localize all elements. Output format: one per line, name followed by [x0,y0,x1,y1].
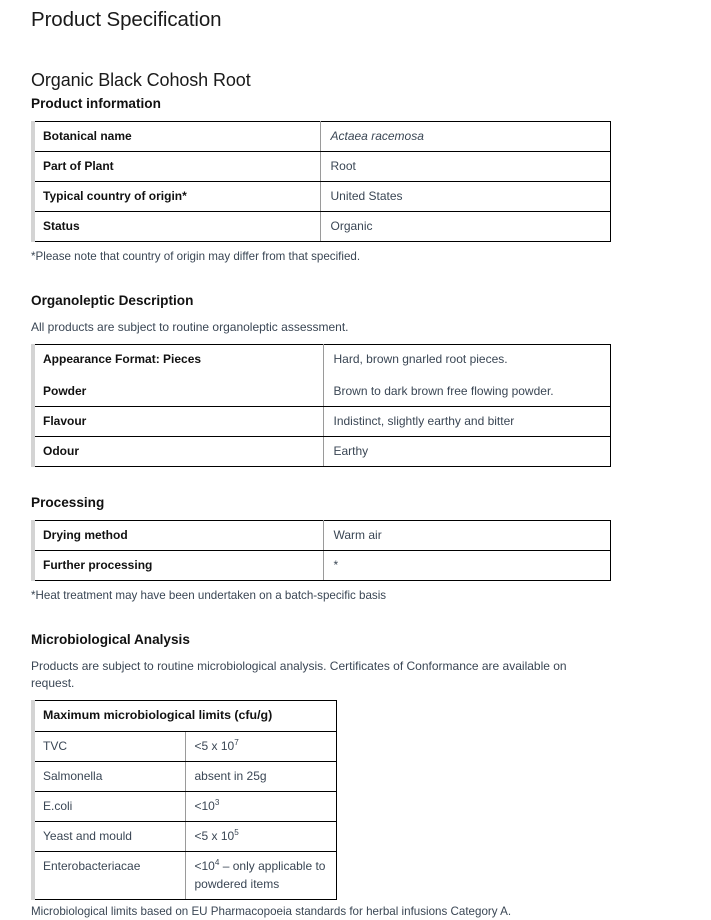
limit-base: absent in 25g [194,769,267,784]
table-row [33,151,610,181]
product-information-table [31,121,611,242]
processing-footnote: *Heat treatment may have been undertaken on a batch-specific basis [31,588,387,602]
row-value: * [323,550,610,580]
section-heading-product-information: Product information [31,96,161,112]
limit-exponent: 7 [234,738,239,748]
row-value: Indistinct, slightly earthy and bitter [323,407,610,437]
limit-base: <10 [194,859,215,874]
limit-base: <5 x 10 [194,829,235,844]
row-label: Enterobacteriacae [33,852,185,900]
table-row [33,852,336,900]
row-label: Flavour [33,407,323,437]
microbiological-table [31,700,337,900]
botanical-name-value: Actaea racemosa [330,128,424,143]
row-value [185,852,336,900]
limit-exponent: 3 [214,798,220,808]
row-label: Typical country of origin* [33,181,320,211]
processing-table [31,520,611,581]
row-value [185,762,336,792]
row-label: Botanical name [33,121,320,151]
row-value [185,792,336,822]
section-heading-processing: Processing [31,495,105,511]
limit-exponent: 4 [214,858,220,868]
microbiological-intro: Products are subject to routine microbiological analysis. Certificates of Conformance are available on request. [31,658,567,691]
row-value: Earthy [323,437,610,467]
row-value: Warm air [323,520,610,550]
row-label: E.coli [33,792,185,822]
appearance-pieces-label: Appearance Format: Pieces [43,352,202,367]
table-row [33,211,610,241]
microbiological-footnote: Microbiological limits based on EU Pharmacopoeia standards for herbal infusions Category A. [31,905,512,919]
product-information-footnote: *Please note that country of origin may differ from that specified. [31,249,361,263]
row-label: Odour [33,437,323,467]
row-value [185,732,336,762]
table-row [33,520,610,550]
appearance-powder-value: Brown to dark brown free flowing powder. [333,384,554,399]
limit-base: <10 [194,799,215,814]
row-value [185,822,336,852]
organoleptic-intro: All products are subject to routine organoleptic assessment. [31,319,349,334]
table-row [33,121,610,151]
organoleptic-table [31,344,611,467]
microbiological-table-header: Maximum microbiological limits (cfu/g) [33,701,336,732]
product-name-heading: Organic Black Cohosh Root [31,69,251,90]
row-label: Yeast and mould [33,822,185,852]
row-value [320,121,610,151]
row-label-appearance [33,345,323,407]
table-row [33,437,610,467]
table-row [33,345,610,407]
row-label: Part of Plant [33,151,320,181]
limit-base: <5 x 10 [194,739,235,754]
row-label: Status [33,211,320,241]
limit-exponent: 5 [234,828,239,838]
row-value: Organic [320,211,610,241]
appearance-powder-label: Powder [43,384,87,399]
row-label: Salmonella [33,762,185,792]
table-header-row [33,701,336,732]
section-heading-microbiological: Microbiological Analysis [31,631,190,647]
table-row [33,181,610,211]
appearance-pieces-value: Hard, brown gnarled root pieces. [333,352,508,367]
row-label: Further processing [33,550,323,580]
section-heading-organoleptic: Organoleptic Description [31,293,194,309]
limit-tail: – only applicable to powdered items [194,859,326,892]
table-row [33,792,336,822]
row-label: TVC [33,732,185,762]
row-value: United States [320,181,610,211]
row-label: Drying method [33,520,323,550]
page-title: Product Specification [31,8,222,31]
table-row [33,407,610,437]
table-row [33,762,336,792]
row-value-appearance [323,345,610,407]
row-value: Root [320,151,610,181]
table-row [33,550,610,580]
table-row [33,822,336,852]
table-row [33,732,336,762]
